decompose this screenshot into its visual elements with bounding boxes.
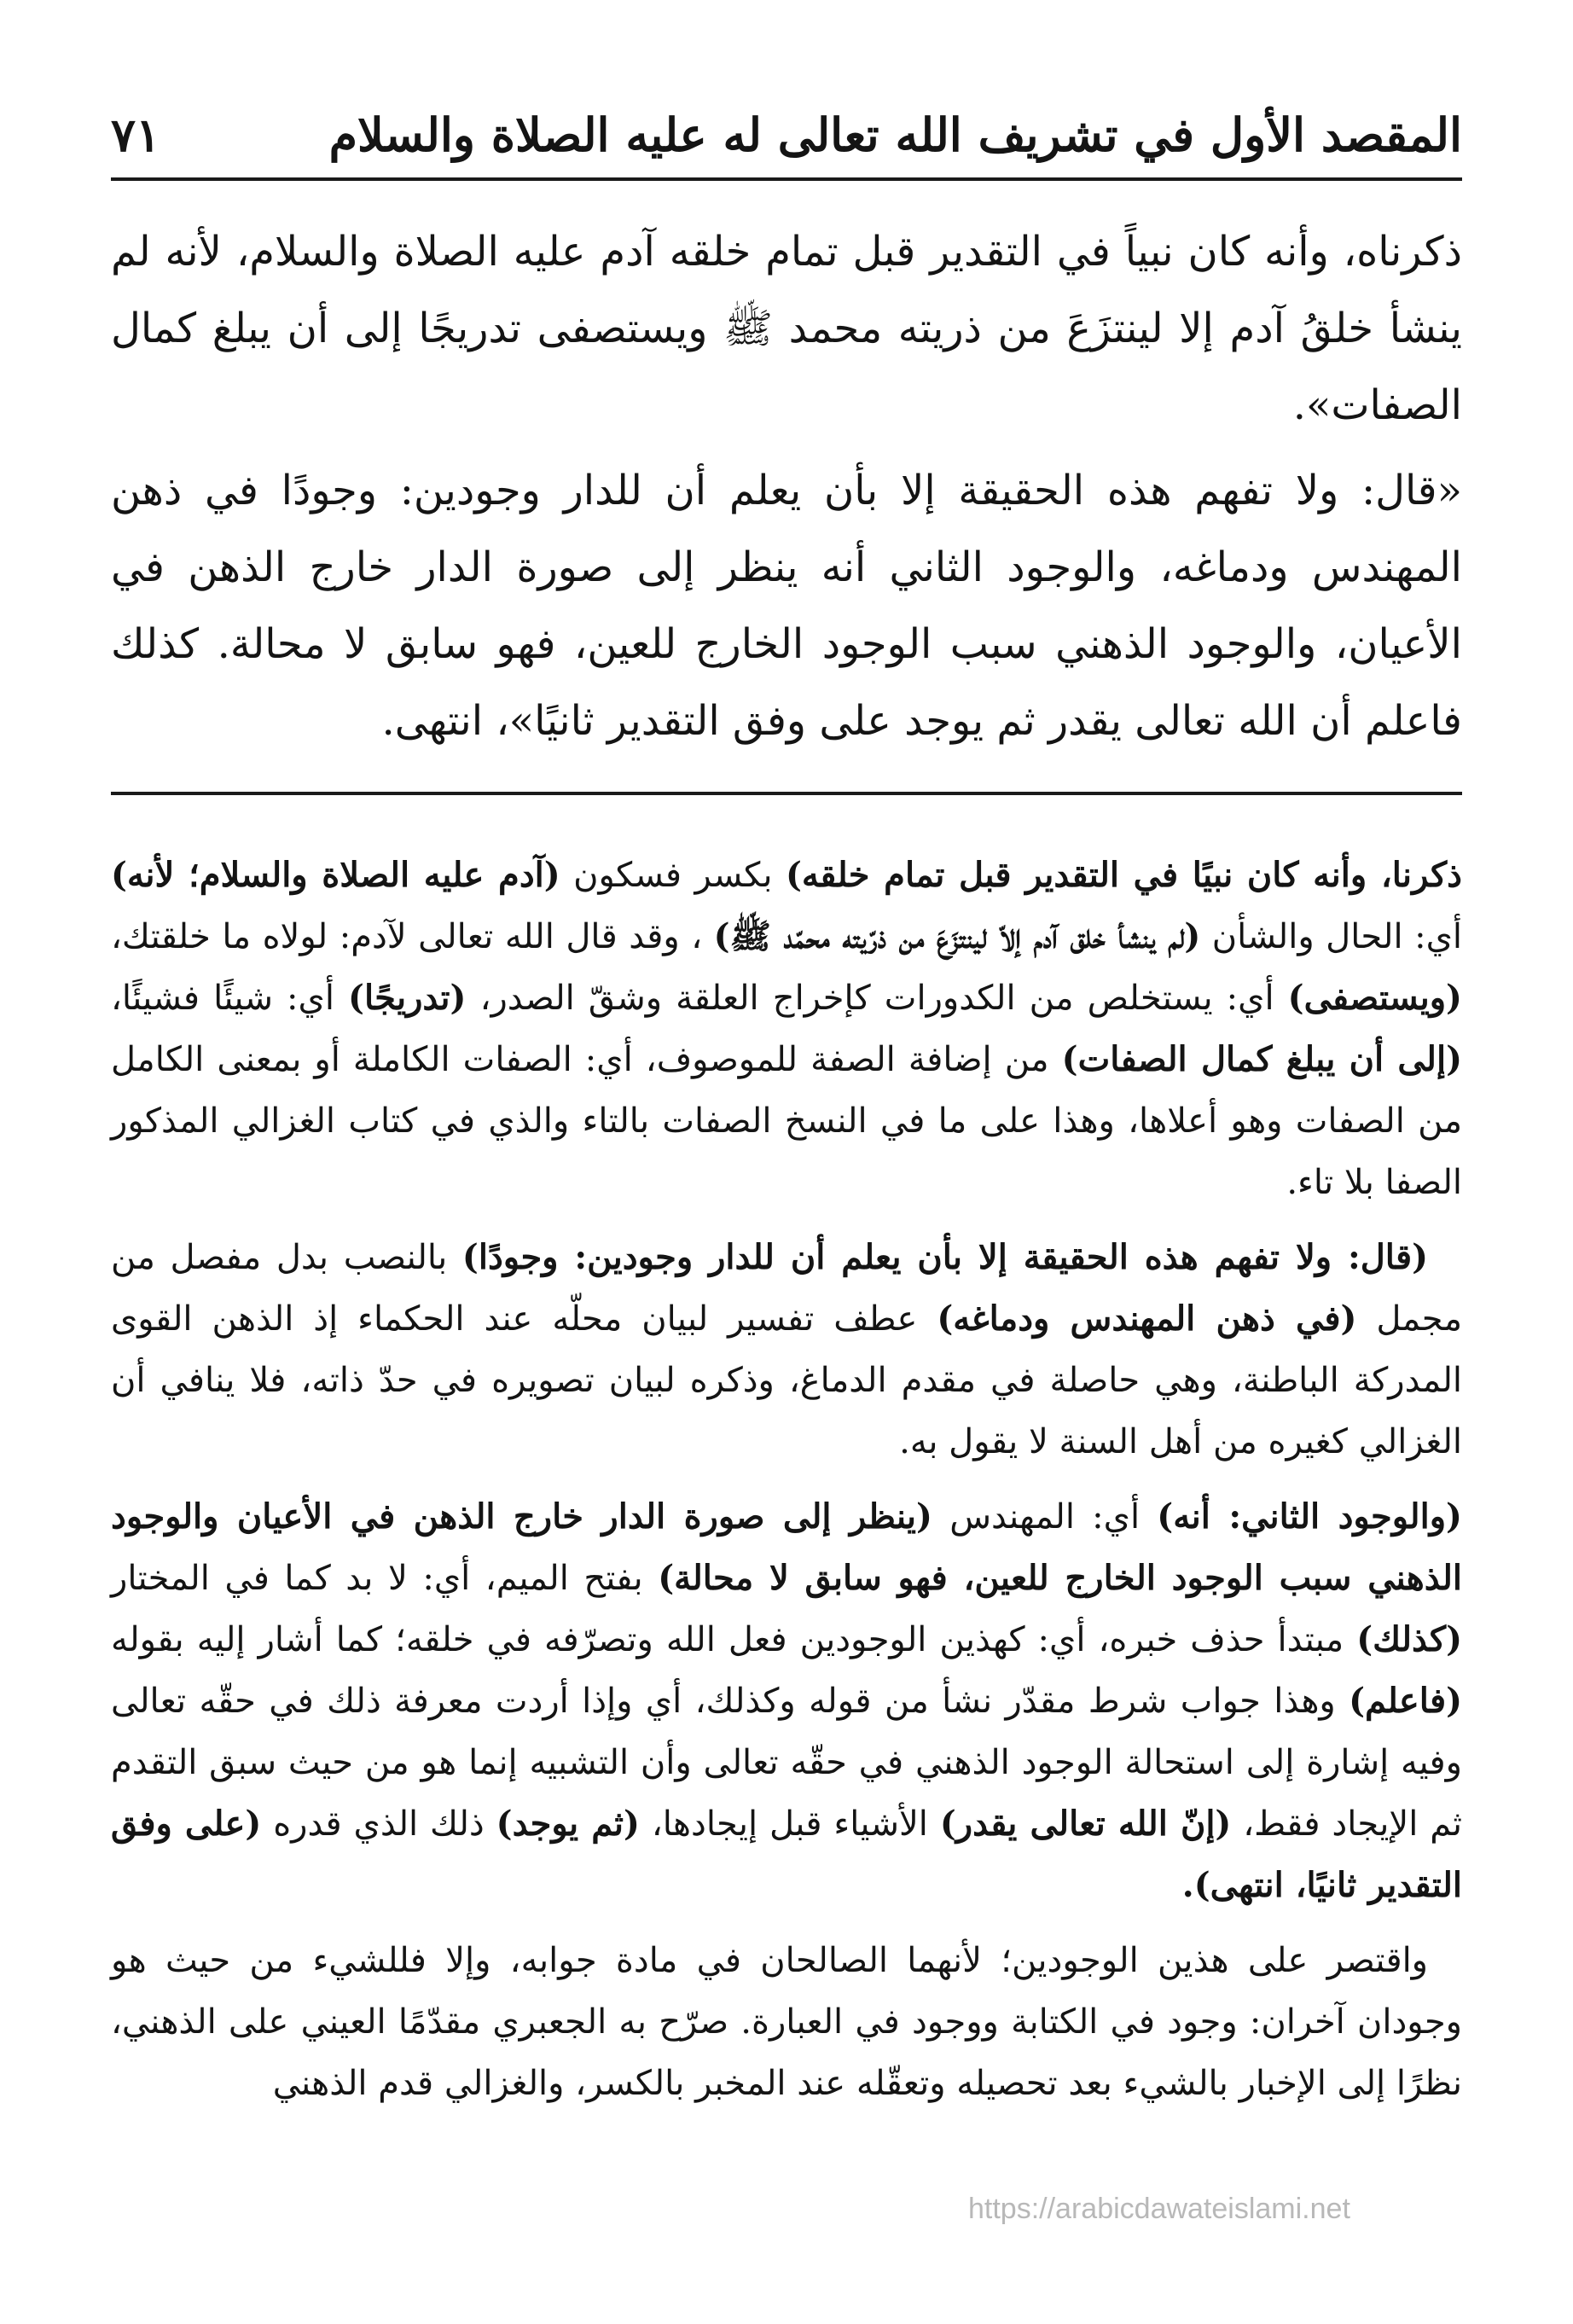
quoted-text: (ينظر إلى صورة الدار خارج الذهن في الأعيان والوجود الذهني سبب الوجود الخارج للعين، فهو سابق لا محالة) xyxy=(111,1496,1463,1598)
commentary-text: عطف تفسير لبيان محلّه عند الحكماء إذ الذهن القوى المدركة الباطنة، وهي حاصلة في مقدم الدماغ، وذكره لبيان تصويره في حدّ ذاته، فلا ينافي أن الغزالي كغيره من أهل السنة لا يقول به. xyxy=(111,1299,1462,1461)
quoted-text: (ويستصفى) xyxy=(1287,978,1462,1018)
running-head xyxy=(111,101,1462,169)
commentary-text xyxy=(111,845,1462,2128)
quoted-text: ذكرنا، وأنه كان نبيًا في التقدير قبل تمام خلقه) xyxy=(785,855,1462,895)
commentary-paragraph xyxy=(111,845,1462,1213)
header-rule xyxy=(111,177,1462,181)
watermark-url: https://arabicdawateislami.net xyxy=(968,2193,1350,2225)
quoted-text: (والوجود الثاني: أنه) xyxy=(1157,1496,1462,1537)
page-number: ٧١ xyxy=(111,107,161,162)
main-paragraph: ذكرناه، وأنه كان نبياً في التقدير قبل تمام خلقه آدم عليه الصلاة والسلام، لأنه لم ينشأ خلقُ آدم إلا لينتزَعَ من ذريته محمد ﷺ ويستصفى تدريجًا إلى أن يبلغ كمال الصفات». xyxy=(111,228,1463,429)
commentary-paragraph xyxy=(111,1486,1462,1916)
commentary-text: أي: يستخلص من الكدورات كإخراج العلقة وشقّ الصدر، xyxy=(466,979,1288,1018)
quoted-text: (على وفق التقدير ثانيًا، انتهى). xyxy=(111,1804,1462,1905)
quoted-text: (كذلك) xyxy=(1356,1619,1462,1659)
footnote-rule xyxy=(111,792,1462,795)
commentary-text: وهذا جواب شرط مقدّر نشأ من قوله وكذلك، أي وإذا أردت معرفة ذلك في حقّه تعالى وفيه إشارة إلى استحالة الوجود الذهني في حقّه تعالى وأن التشبيه إنما هو من حيث سبق التقدم ثم الإيجاد فقط، xyxy=(111,1682,1462,1844)
commentary-text: أي: شيئًا فشيئًا، xyxy=(111,979,349,1018)
quoted-text: (إلى أن يبلغ كمال الصفات) xyxy=(1061,1039,1463,1079)
quoted-text: (إنّ الله تعالى يقدر) xyxy=(939,1804,1232,1844)
main-paragraph: «قال: ولا تفهم هذه الحقيقة إلا بأن يعلم أن للدار وجودين: وجودًا في ذهن المهندس ودماغه، والوجود الثاني أنه ينظر إلى صورة الدار خارج الذهن في الأعيان، والوجود الذهني سبب الوجود الخارج للعين، فهو سابق لا محالة. كذلك فاعلم أن الله تعالى يقدر ثم يوجد على وفق التقدير ثانيًا»، انتهى. xyxy=(111,467,1462,745)
commentary-text: ، وقد قال الله تعالى لآدم: لولاه ما خلقتك، xyxy=(111,917,714,956)
quoted-text: (تدريجًا) xyxy=(348,978,467,1018)
commentary-text: بكسر فسكون xyxy=(560,856,786,895)
commentary-paragraph: واقتصر على هذين الوجودين؛ لأنهما الصالحان في مادة جوابه، وإلا فللشيء من حيث هو وجودان آخران: وجود في الكتابة ووجود في العبارة. صرّح به الجعبري مقدّمًا العيني على الذهني، نظرًا إلى الإخبار بالشيء بعد تحصيله وتعقّله عند المخبر بالكسر، والغزالي قدم الذهني xyxy=(111,1941,1462,2103)
commentary-text: بالنصب بدل مفصل من مجمل xyxy=(111,1238,1463,1339)
commentary-text: أي: الحال والشأن xyxy=(1200,917,1462,956)
quoted-text: (ثم يوجد) xyxy=(496,1804,640,1844)
quoted-text: (آدم عليه الصلاة والسلام؛ لأنه) xyxy=(111,855,560,895)
commentary-text: مبتدأ حذف خبره، أي: كهذين الوجودين فعل الله وتصرّفه في خلقه؛ كما أشار إليه بقوله xyxy=(111,1620,1357,1659)
quoted-text: (قال: ولا تفهم هذه الحقيقة إلا بأن يعلم أن للدار وجودين: وجودًا) xyxy=(461,1237,1429,1277)
commentary-text: ذلك الذي قدره xyxy=(261,1804,496,1844)
quoted-text: (لم ينشأ خلق آدم إلاّ لينتزَعَ من ذرّيته محمّد ﷺ) xyxy=(713,916,1201,956)
quoted-text: (في ذهن المهندس ودماغه) xyxy=(937,1299,1357,1339)
commentary-paragraph xyxy=(111,1227,1462,1473)
running-title: المقصد الأول في تشريف الله تعالى له عليه الصلاة والسلام xyxy=(328,107,1462,162)
commentary-text: الأشياء قبل إيجادها، xyxy=(639,1804,940,1844)
commentary-text: أي: المهندس xyxy=(932,1497,1158,1537)
commentary-text: بفتح الميم، أي: لا بد كما في المختار xyxy=(111,1559,659,1598)
commentary-text: من إضافة الصفة للموصوف، أي: الصفات الكاملة أو بمعنى الكامل من الصفات وهو أعلاها، وهذا على ما في النسخ الصفات بالتاء والذي في كتاب الغزالي المذكور الصفا بلا تاء. xyxy=(111,1040,1462,1202)
main-text xyxy=(111,213,1462,768)
quoted-text: (فاعلم) xyxy=(1349,1681,1462,1721)
